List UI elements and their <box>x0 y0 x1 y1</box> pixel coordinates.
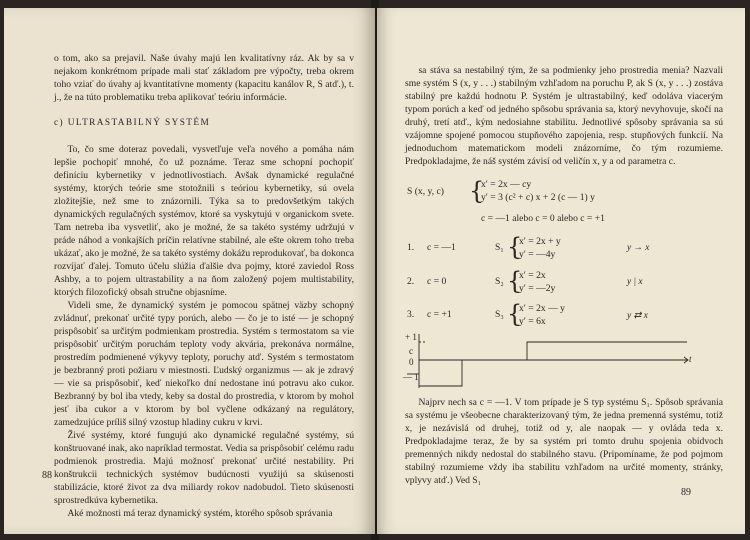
case-2-number: 2. <box>407 276 415 287</box>
paragraph-top: sa stáva sa nestabilný tým, že sa podmienky jeho prostredia menia? Nazvali sme systém S (x, y . . .) stabilným vzhľadom na poruchu P, ak S (x, y . . .) zostáva stabilný pre každú hodnotu P. Systém je ultrastabilný, keď odoláva viacerým typom porúch a keď od jedného spôsobu správania sa, ktorý nevyhovuje, skočí na druhý, tretí atď., kým nedosiahne stabilitu. Jednotlivé spôsoby správania sa sú vzájomne spojené pomocou stupňového zapojenia, resp. stupňových funkcií. Na jednoduchom matematickom modeli znázorníme, čo tým rozumieme. Predpokladajme, že náš systém závisí od veličín x, y a od parametra c. <box>405 65 723 167</box>
case-3-mark: y ⇄ x <box>627 311 648 321</box>
right-bottom-paragraph <box>405 396 723 487</box>
case-1-number: 1. <box>407 242 415 253</box>
paragraph-bottom: Najprv nech sa c = —1. V tom prípade je S typ systému S₁. Spôsob správania sa systému je všeobecne charakterizovaný tým, že jedna premenná systému, totiž x, je nezávislá od druhej, totiž od y, ale naopak — y ovláda teda x. Predpokladajme teraz, že by sa systém pri tomto druhu spojenia obidvoch premenných nikdy nedostal do stabilného stavu. (Pripomíname, že pod pojmom stabilný rozumieme vždy iba stabilitu vzhľadom na určité momenty, stránky, vplyvy atď.) Ved S₁ <box>405 397 723 486</box>
case-3-system: S₃ <box>495 309 504 320</box>
system-c-values: c = —1 alebo c = 0 alebo c = +1 <box>481 213 605 224</box>
system-eq2: y′ = 3 (c² + c) x + 2 (c — 1) y <box>481 192 595 203</box>
paragraph-1: To, čo sme doteraz povedali, vysvetľuje veľa nového a pomáha nám lepšie pochopiť mnohé, čo už poznáme. Teraz sme schopní pochopiť definíciu kybernetiky v jednotlivostiach. Avšak dynamické regulačné systémy, ktorých teórie sme stotožnili s teóriou kybernetiky, sú ovela zložitejšie, než sme to znázornili. Týka sa to predovšetkým takých dynamických regulačných systémov, ktoré sa vyskytujú v organickom svete. Tam netreba iba vysvetliť, ako je možné, že sa takéto systémy udržujú v práde náhod a vonkajších príčin relatívne stabilné, ale ešte okrem toho treba ukázať, ako je možné, že sa takéto systémy dokážu reprodukovať, ba dokonca rozvíjať ďalej. Tomuto účelu slúžia ďalšie dva pojmy, ktoré zaviedol Ross Ashby, a to pojem ultrastability a na ňom založený pojem multistability, ktorých filozofický obsah stručne objasníme. <box>54 144 354 298</box>
system-brace: { <box>469 177 485 205</box>
case-3-eq1: x′ = 2x — y <box>519 303 565 314</box>
figure-label-t: t <box>689 354 692 364</box>
case-1-eq2: y′ = —4y <box>519 249 556 260</box>
case-1-condition: c = —1 <box>427 242 456 253</box>
case-3-condition: c = +1 <box>427 309 452 320</box>
page-number-left: 88 <box>42 470 52 481</box>
figure-label-c: c <box>409 346 413 356</box>
right-top-paragraph <box>405 64 723 168</box>
case-2-system: S₂ <box>495 276 504 287</box>
left-page-body <box>54 52 354 520</box>
page-number-right: 89 <box>681 487 691 498</box>
figure-label-minus-one: — 1 <box>403 372 419 382</box>
right-page <box>377 8 745 534</box>
intro-paragraph: o tom, ako sa prejavil. Naše úvahy majú len kvalitatívny ráz. Ak by sa v nejakom konkrétnom prípade mali stať základom pre výpočty, treba okrem toho vziať do úvahy aj kvantitatívne momenty (kapacitu kanálov R, S atď.), t. j., že na túto problematiku treba aplikovať teóriu informácie. <box>54 53 354 103</box>
case-2-condition: c = 0 <box>427 276 447 287</box>
case-1-mark: y → x <box>627 243 650 253</box>
case-2-brace: { <box>507 267 523 295</box>
case-3-eq2: y′ = 6x <box>519 316 546 327</box>
case-2-eq2: y′ = —2y <box>519 283 556 294</box>
figure-label-zero: 0 <box>409 357 414 367</box>
case-3-number: 3. <box>407 309 415 320</box>
paragraph-4: Aké možnosti má teraz dynamický systém, ktorého spôsob správania <box>67 508 333 519</box>
case-3-brace: { <box>507 300 523 328</box>
case-1-brace: { <box>507 233 523 261</box>
paragraph-2: Videli sme, že dynamický systém je pomocou spätnej väzby schopný zvládnuť, prekonať určité typy porúch, alebo — čo je to isté — je schopný prispôsobiť sa určitým podmienkam prostredia. Systém s termostatom sa vie prispôsobiť určitým poruchám teploty vody akvária, prekonáva normálne, prostredím podmienené výkyvy teploty, poruchy atď. Systém s termostatom je bezbranný proti požiaru v miestnosti. Ľudský organizmus — ak je zdravý — vie sa prispôsobiť, keď niekoľko dní nedostane inú potravu ako cukor. Bezbranný by bol iba vtedy, keby sa dostal do prostredia, v ktorom by mohol jesť iba cukor a v ktorom by bol vyčlene odkázaný na regulátory, zamedzujúce príliš silný vzostup hladiny cukru v krvi. <box>54 300 354 428</box>
figure-label-plus-one: + 1 <box>405 332 417 342</box>
left-page <box>4 8 375 534</box>
system-eq1: x′ = 2x — cy <box>481 179 532 190</box>
case-2-eq1: x′ = 2x <box>519 270 546 281</box>
section-heading: c) ULTRASTABILNÝ SYSTÉM <box>54 118 211 128</box>
paragraph-3: Živé systémy, ktoré fungujú ako dynamické regulačné systémy, sú konštruované inak, ako napríklad termostat. Vedia sa prispôsobiť celému radu podmienok prostredia. Majú možnosť prekonať určité nestability. Pri konštrukcii technických systémov budúcnosti využijú sa skúsenosti stabilizácie, ktoré život za dva miliardy rokov nadobudol. Tieto skúsenosti sprostredkúva kybernetika. <box>54 430 354 506</box>
step-function-figure <box>397 330 697 392</box>
case-1-system: S₁ <box>495 242 504 253</box>
case-1-eq1: x′ = 2x + y <box>519 236 561 247</box>
step-high-segment <box>527 342 687 360</box>
system-label: S (x, y, c) <box>407 186 444 197</box>
case-2-mark: y | x <box>627 277 643 287</box>
step-low-segment <box>419 360 462 386</box>
